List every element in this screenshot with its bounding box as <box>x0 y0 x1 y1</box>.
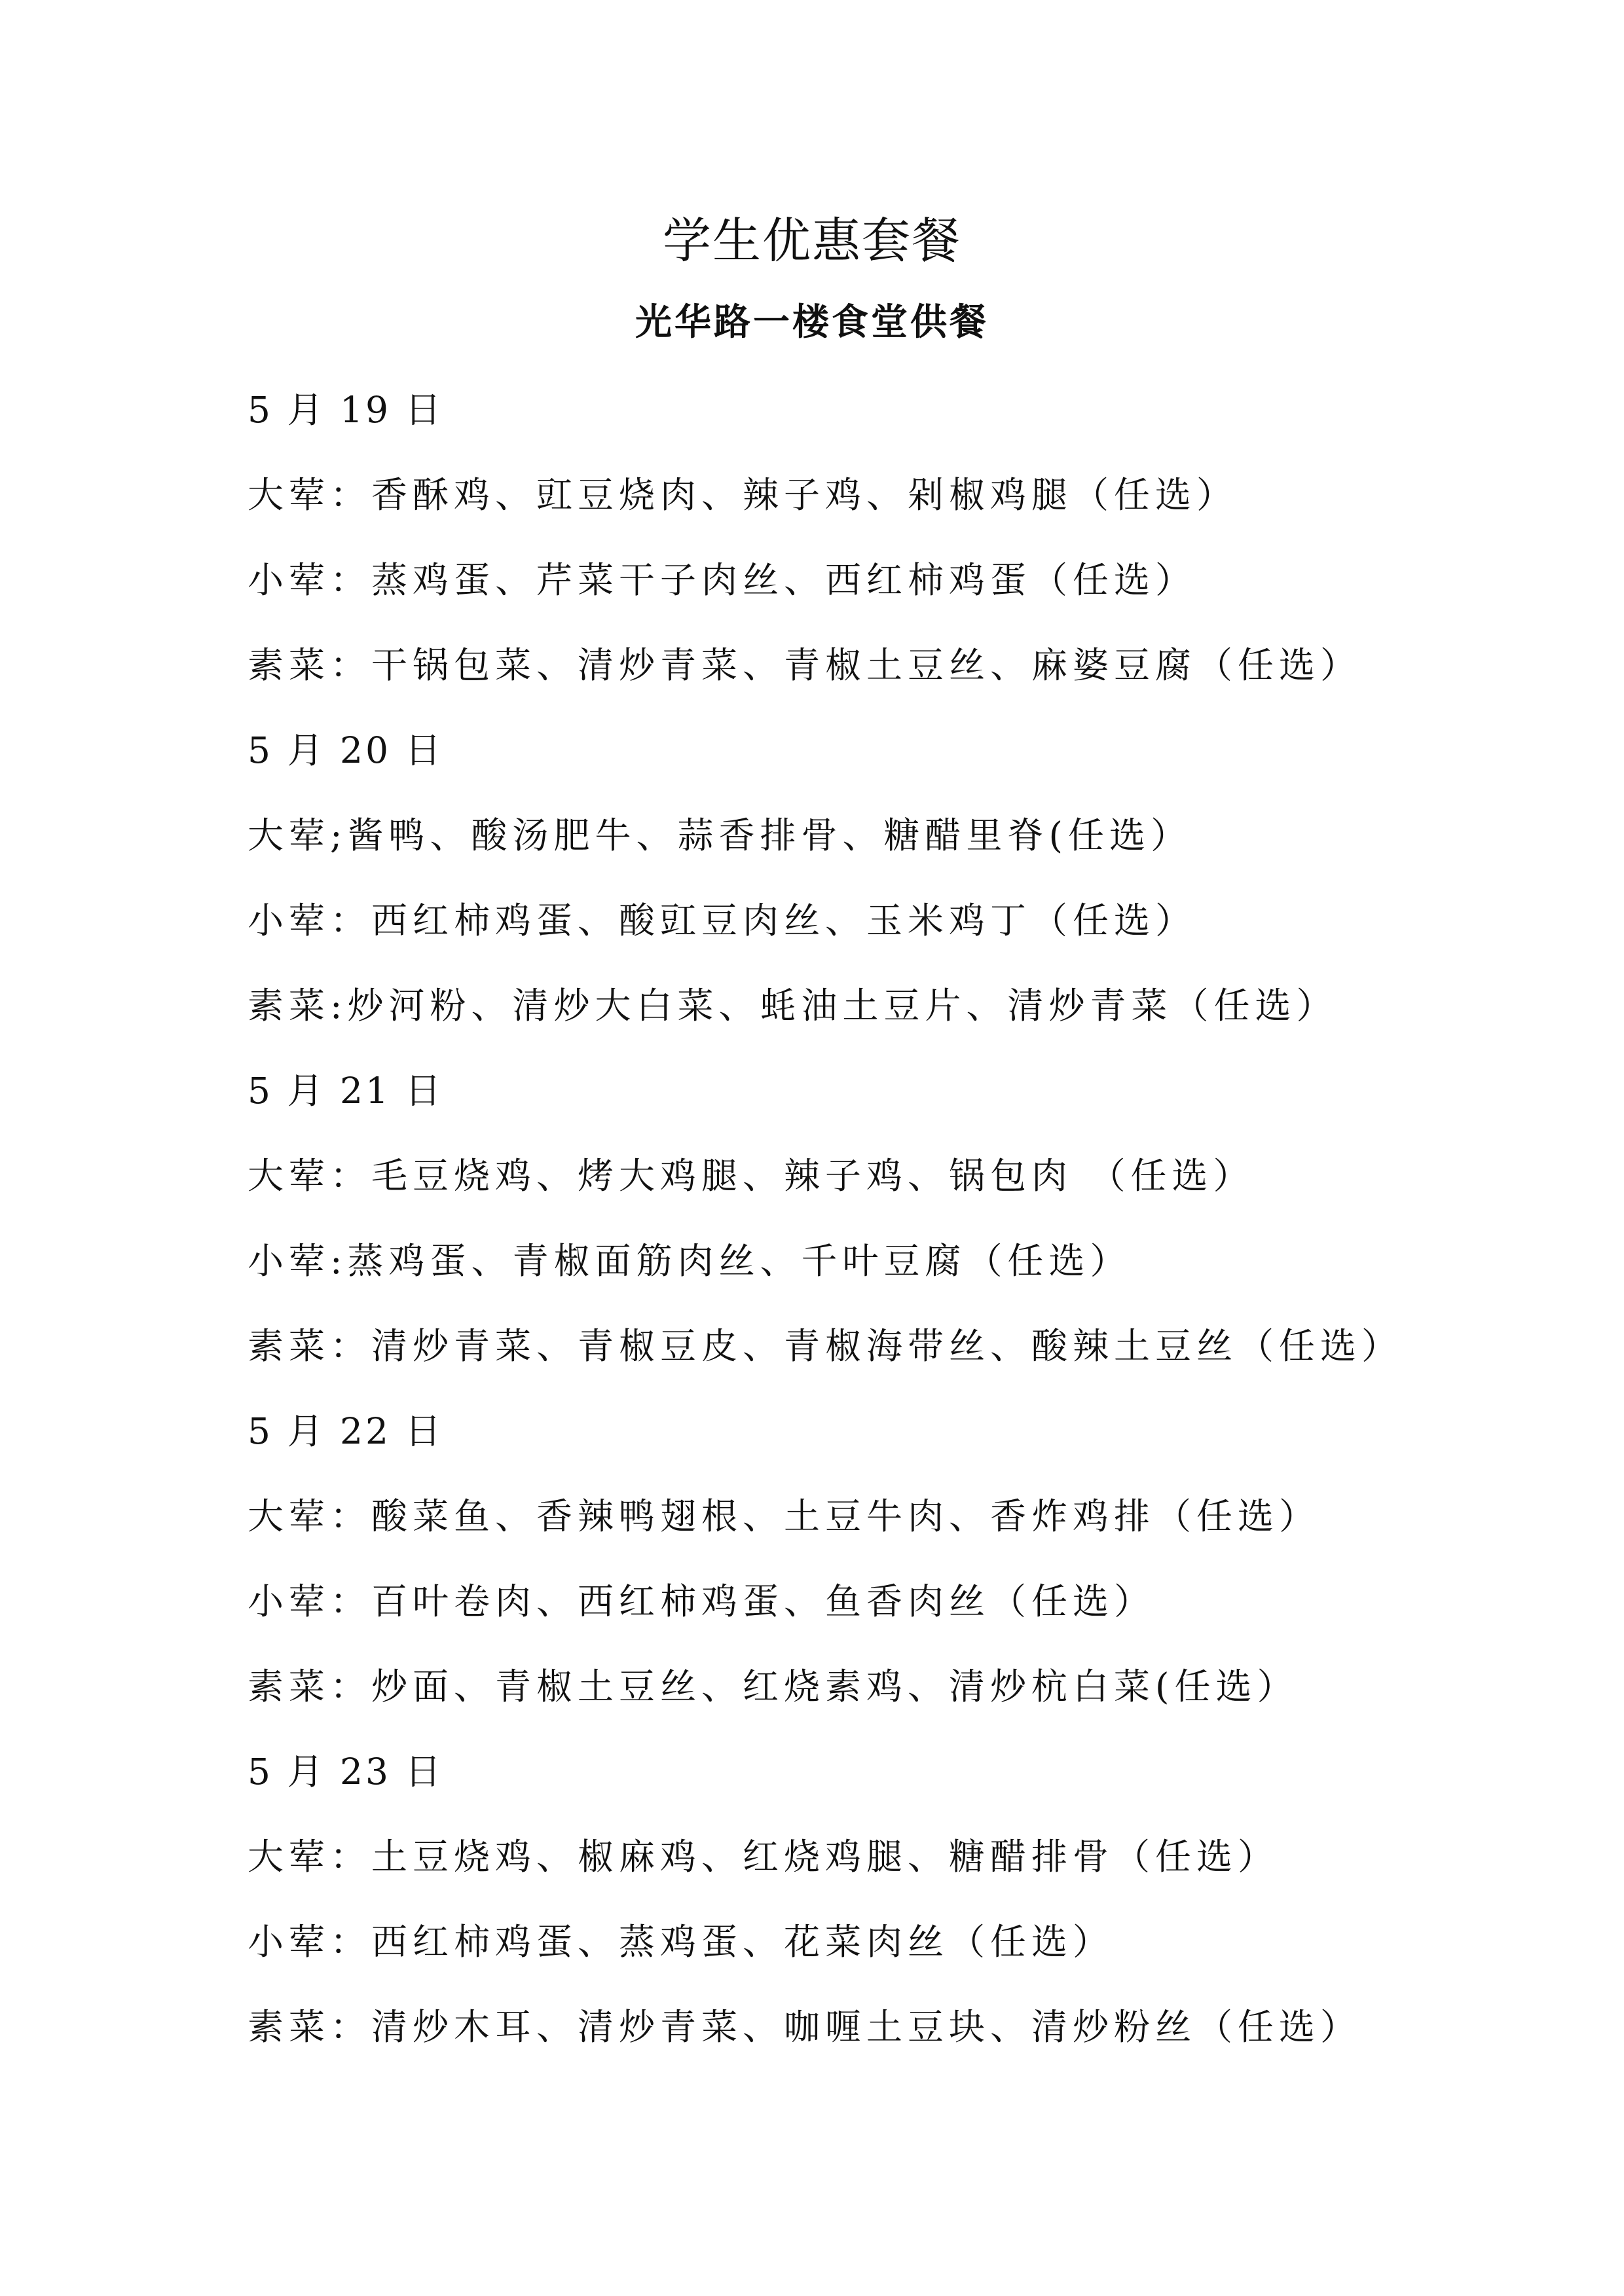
page-title: 学生优惠套餐 <box>663 213 961 269</box>
menu-item-large-meat: 大荤：酸菜鱼、香辣鸭翅根、土豆牛肉、香炸鸡排（任选） <box>248 1495 1321 1537</box>
menu-item-small-meat: 小荤:蒸鸡蛋、青椒面筋肉丝、千叶豆腐（任选） <box>248 1240 1132 1282</box>
menu-item-large-meat: 大荤;酱鸭、酸汤肥牛、蒜香排骨、糖醋里脊(任选） <box>248 814 1192 856</box>
menu-item-vegetable: 素菜：干锅包菜、清炒青菜、青椒土豆丝、麻婆豆腐（任选） <box>248 644 1362 686</box>
menu-item-small-meat: 小荤：百叶卷肉、西红柿鸡蛋、鱼香肉丝（任选） <box>248 1580 1156 1622</box>
menu-item-vegetable: 素菜：炒面、青椒土豆丝、红烧素鸡、清炒杭白菜(任选） <box>248 1666 1299 1707</box>
menu-date: 5 月 22 日 <box>248 1410 444 1452</box>
menu-item-small-meat: 小荤：西红柿鸡蛋、蒸鸡蛋、花菜肉丝（任选） <box>248 1921 1115 1963</box>
menu-item-small-meat: 小荤：蒸鸡蛋、芹菜干子肉丝、西红柿鸡蛋（任选） <box>248 559 1197 601</box>
page-subtitle: 光华路一楼食堂供餐 <box>635 301 989 344</box>
menu-item-large-meat: 大荤：毛豆烧鸡、烤大鸡腿、辣子鸡、锅包肉 （任选） <box>248 1155 1255 1197</box>
menu-date: 5 月 19 日 <box>248 389 444 431</box>
menu-item-large-meat: 大荤：香酥鸡、豇豆烧肉、辣子鸡、剁椒鸡腿（任选） <box>248 474 1238 516</box>
menu-item-small-meat: 小荤：西红柿鸡蛋、酸豇豆肉丝、玉米鸡丁（任选） <box>248 900 1197 941</box>
menu-item-large-meat: 大荤：土豆烧鸡、椒麻鸡、红烧鸡腿、糖醋排骨（任选） <box>248 1836 1280 1878</box>
menu-item-vegetable: 素菜：清炒木耳、清炒青菜、咖喱土豆块、清炒粉丝（任选） <box>248 2006 1362 2048</box>
menu-item-vegetable: 素菜：清炒青菜、青椒豆皮、青椒海带丝、酸辣土豆丝（任选） <box>248 1325 1403 1367</box>
menu-date: 5 月 21 日 <box>248 1070 444 1112</box>
menu-date: 5 月 23 日 <box>248 1751 444 1793</box>
menu-item-vegetable: 素菜:炒河粉、清炒大白菜、蚝油土豆片、清炒青菜（任选） <box>248 985 1338 1027</box>
menu-date: 5 月 20 日 <box>248 729 444 771</box>
